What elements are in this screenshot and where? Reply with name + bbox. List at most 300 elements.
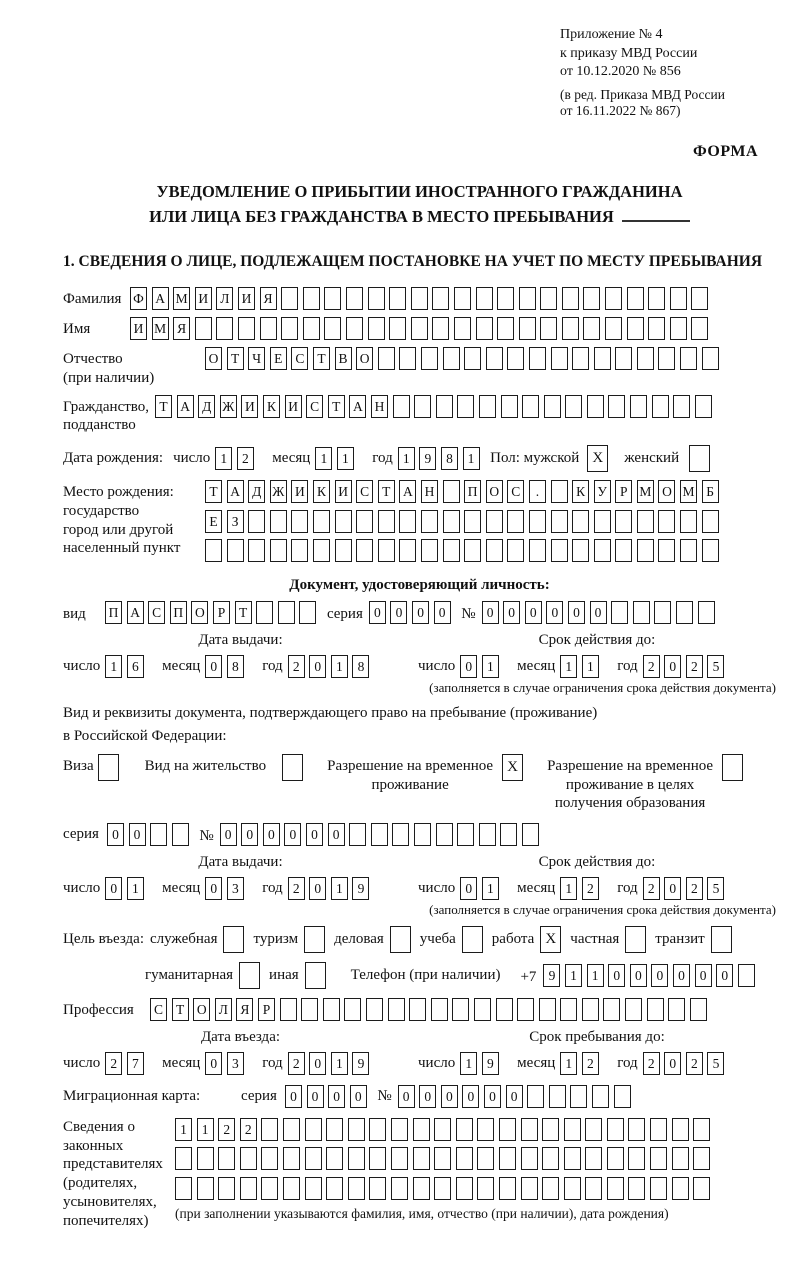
char-box[interactable]: 0 <box>263 823 280 846</box>
char-box[interactable] <box>443 539 460 562</box>
char-box[interactable] <box>648 287 665 310</box>
char-box[interactable]: 0 <box>460 877 477 900</box>
char-box[interactable] <box>507 539 524 562</box>
char-box[interactable]: Т <box>227 347 244 370</box>
char-box[interactable] <box>668 998 685 1021</box>
char-box[interactable] <box>299 601 316 624</box>
char-box[interactable]: 9 <box>352 877 369 900</box>
char-box[interactable] <box>283 1147 300 1170</box>
char-box[interactable] <box>409 998 426 1021</box>
char-box[interactable] <box>434 1177 451 1200</box>
char-box[interactable] <box>565 395 582 418</box>
char-box[interactable] <box>680 539 697 562</box>
char-box[interactable] <box>521 1177 538 1200</box>
char-box[interactable]: О <box>486 480 503 503</box>
char-box[interactable] <box>500 823 517 846</box>
char-box[interactable]: Ж <box>270 480 287 503</box>
char-box[interactable]: 1 <box>587 964 604 987</box>
char-box[interactable] <box>411 287 428 310</box>
char-box[interactable] <box>443 480 460 503</box>
char-box[interactable] <box>349 823 366 846</box>
purpose-other-checkbox[interactable] <box>305 962 326 989</box>
char-box[interactable] <box>529 510 546 533</box>
char-box[interactable] <box>270 539 287 562</box>
char-box[interactable]: 2 <box>237 447 254 470</box>
char-box[interactable] <box>431 998 448 1021</box>
char-box[interactable] <box>628 1147 645 1170</box>
char-box[interactable]: 0 <box>462 1085 479 1108</box>
char-box[interactable]: 0 <box>309 655 326 678</box>
char-box[interactable] <box>521 1147 538 1170</box>
char-box[interactable] <box>594 510 611 533</box>
char-box[interactable]: 1 <box>560 655 577 678</box>
char-box[interactable]: С <box>148 601 165 624</box>
char-box[interactable]: 0 <box>369 601 386 624</box>
char-box[interactable]: 2 <box>218 1118 235 1141</box>
char-box[interactable]: 0 <box>107 823 124 846</box>
char-box[interactable] <box>261 1147 278 1170</box>
char-box[interactable] <box>432 287 449 310</box>
char-box[interactable]: 7 <box>127 1052 144 1075</box>
char-box[interactable] <box>603 998 620 1021</box>
char-box[interactable] <box>238 317 255 340</box>
char-box[interactable] <box>195 317 212 340</box>
char-box[interactable]: Л <box>215 998 232 1021</box>
char-box[interactable]: М <box>173 287 190 310</box>
char-box[interactable]: А <box>177 395 194 418</box>
char-box[interactable]: 0 <box>328 823 345 846</box>
char-box[interactable]: 0 <box>419 1085 436 1108</box>
char-box[interactable] <box>356 539 373 562</box>
char-box[interactable] <box>522 823 539 846</box>
char-box[interactable] <box>197 1147 214 1170</box>
char-box[interactable] <box>464 510 481 533</box>
sex-male-checkbox[interactable]: X <box>587 445 608 472</box>
char-box[interactable]: 0 <box>590 601 607 624</box>
char-box[interactable] <box>615 539 632 562</box>
char-box[interactable] <box>540 287 557 310</box>
char-box[interactable]: 0 <box>309 1052 326 1075</box>
char-box[interactable]: Т <box>328 395 345 418</box>
char-box[interactable] <box>335 510 352 533</box>
char-box[interactable] <box>324 287 341 310</box>
char-box[interactable] <box>572 347 589 370</box>
char-box[interactable]: 0 <box>525 601 542 624</box>
char-box[interactable]: 0 <box>412 601 429 624</box>
char-box[interactable] <box>456 1118 473 1141</box>
char-box[interactable] <box>256 601 273 624</box>
char-box[interactable] <box>172 823 189 846</box>
char-box[interactable] <box>592 1085 609 1108</box>
char-box[interactable]: О <box>658 480 675 503</box>
char-box[interactable] <box>346 317 363 340</box>
char-box[interactable] <box>551 510 568 533</box>
char-box[interactable] <box>348 1177 365 1200</box>
char-box[interactable]: 0 <box>482 601 499 624</box>
char-box[interactable]: 1 <box>315 447 332 470</box>
char-box[interactable]: Ф <box>130 287 147 310</box>
char-box[interactable]: 0 <box>434 601 451 624</box>
char-box[interactable]: Е <box>205 510 222 533</box>
char-box[interactable]: С <box>306 395 323 418</box>
char-box[interactable]: 9 <box>352 1052 369 1075</box>
char-box[interactable]: 0 <box>608 964 625 987</box>
char-box[interactable]: 0 <box>241 823 258 846</box>
char-box[interactable]: Н <box>421 480 438 503</box>
char-box[interactable] <box>628 1177 645 1200</box>
char-box[interactable] <box>690 998 707 1021</box>
char-box[interactable] <box>738 964 755 987</box>
char-box[interactable] <box>291 510 308 533</box>
char-box[interactable]: С <box>291 347 308 370</box>
char-box[interactable]: Н <box>371 395 388 418</box>
purpose-transit-checkbox[interactable] <box>711 926 732 953</box>
char-box[interactable] <box>499 1177 516 1200</box>
char-box[interactable] <box>393 395 410 418</box>
char-box[interactable]: 1 <box>582 655 599 678</box>
char-box[interactable] <box>205 539 222 562</box>
char-box[interactable]: 0 <box>398 1085 415 1108</box>
char-box[interactable]: 9 <box>543 964 560 987</box>
char-box[interactable] <box>650 1177 667 1200</box>
char-box[interactable]: С <box>150 998 167 1021</box>
char-box[interactable] <box>248 539 265 562</box>
char-box[interactable]: 0 <box>205 655 222 678</box>
char-box[interactable] <box>551 347 568 370</box>
char-box[interactable] <box>628 1118 645 1141</box>
char-box[interactable]: 0 <box>390 601 407 624</box>
char-box[interactable] <box>301 998 318 1021</box>
char-box[interactable]: . <box>529 480 546 503</box>
char-box[interactable] <box>281 317 298 340</box>
char-box[interactable]: 2 <box>288 877 305 900</box>
residence-permit-checkbox[interactable] <box>282 754 303 781</box>
char-box[interactable]: 2 <box>686 655 703 678</box>
char-box[interactable] <box>476 287 493 310</box>
char-box[interactable] <box>280 998 297 1021</box>
char-box[interactable] <box>540 317 557 340</box>
char-box[interactable] <box>594 347 611 370</box>
char-box[interactable] <box>216 317 233 340</box>
char-box[interactable] <box>456 1147 473 1170</box>
char-box[interactable] <box>633 601 650 624</box>
char-box[interactable]: 0 <box>205 1052 222 1075</box>
char-box[interactable] <box>676 601 693 624</box>
char-box[interactable]: Р <box>213 601 230 624</box>
char-box[interactable] <box>421 510 438 533</box>
char-box[interactable]: 2 <box>643 877 660 900</box>
visa-checkbox[interactable] <box>98 754 119 781</box>
char-box[interactable]: 1 <box>331 655 348 678</box>
char-box[interactable] <box>670 317 687 340</box>
char-box[interactable] <box>479 395 496 418</box>
char-box[interactable]: И <box>335 480 352 503</box>
char-box[interactable] <box>278 601 295 624</box>
char-box[interactable] <box>551 539 568 562</box>
char-box[interactable] <box>369 1118 386 1141</box>
char-box[interactable] <box>464 347 481 370</box>
char-box[interactable] <box>346 287 363 310</box>
char-box[interactable] <box>572 539 589 562</box>
char-box[interactable] <box>650 1118 667 1141</box>
char-box[interactable] <box>476 317 493 340</box>
char-box[interactable] <box>652 395 669 418</box>
char-box[interactable] <box>413 1118 430 1141</box>
char-box[interactable] <box>562 317 579 340</box>
char-box[interactable] <box>544 395 561 418</box>
char-box[interactable]: 2 <box>643 655 660 678</box>
char-box[interactable] <box>175 1177 192 1200</box>
char-box[interactable] <box>260 317 277 340</box>
char-box[interactable] <box>630 395 647 418</box>
char-box[interactable] <box>564 1177 581 1200</box>
char-box[interactable] <box>507 347 524 370</box>
char-box[interactable] <box>378 539 395 562</box>
char-box[interactable]: Р <box>615 480 632 503</box>
char-box[interactable] <box>608 395 625 418</box>
char-box[interactable]: А <box>152 287 169 310</box>
char-box[interactable] <box>432 317 449 340</box>
char-box[interactable]: Я <box>173 317 190 340</box>
char-box[interactable]: К <box>263 395 280 418</box>
char-box[interactable]: 0 <box>284 823 301 846</box>
char-box[interactable] <box>670 287 687 310</box>
char-box[interactable] <box>477 1118 494 1141</box>
purpose-official-checkbox[interactable] <box>223 926 244 953</box>
char-box[interactable] <box>570 1085 587 1108</box>
char-box[interactable] <box>658 539 675 562</box>
char-box[interactable] <box>261 1118 278 1141</box>
char-box[interactable]: 2 <box>686 1052 703 1075</box>
char-box[interactable]: П <box>105 601 122 624</box>
char-box[interactable] <box>369 1147 386 1170</box>
char-box[interactable]: 3 <box>227 1052 244 1075</box>
char-box[interactable] <box>175 1147 192 1170</box>
char-box[interactable] <box>227 539 244 562</box>
char-box[interactable]: М <box>637 480 654 503</box>
char-box[interactable]: 1 <box>215 447 232 470</box>
char-box[interactable]: 8 <box>352 655 369 678</box>
char-box[interactable] <box>486 347 503 370</box>
char-box[interactable] <box>695 395 712 418</box>
char-box[interactable] <box>464 539 481 562</box>
char-box[interactable] <box>637 539 654 562</box>
char-box[interactable]: И <box>291 480 308 503</box>
char-box[interactable]: А <box>227 480 244 503</box>
char-box[interactable] <box>356 510 373 533</box>
char-box[interactable] <box>421 539 438 562</box>
char-box[interactable]: О <box>193 998 210 1021</box>
char-box[interactable] <box>303 317 320 340</box>
char-box[interactable]: Д <box>248 480 265 503</box>
char-box[interactable] <box>388 998 405 1021</box>
char-box[interactable]: 0 <box>220 823 237 846</box>
char-box[interactable] <box>281 287 298 310</box>
char-box[interactable] <box>529 539 546 562</box>
char-box[interactable] <box>585 1177 602 1200</box>
char-box[interactable] <box>691 287 708 310</box>
char-box[interactable] <box>702 510 719 533</box>
char-box[interactable]: 0 <box>546 601 563 624</box>
char-box[interactable] <box>607 1177 624 1200</box>
char-box[interactable] <box>477 1177 494 1200</box>
char-box[interactable] <box>499 1147 516 1170</box>
char-box[interactable]: 0 <box>328 1085 345 1108</box>
char-box[interactable] <box>605 317 622 340</box>
char-box[interactable]: О <box>356 347 373 370</box>
char-box[interactable]: 1 <box>560 1052 577 1075</box>
char-box[interactable] <box>378 347 395 370</box>
char-box[interactable]: 1 <box>331 1052 348 1075</box>
char-box[interactable]: 0 <box>664 1052 681 1075</box>
sex-female-checkbox[interactable] <box>689 445 710 472</box>
char-box[interactable] <box>291 539 308 562</box>
char-box[interactable] <box>542 1147 559 1170</box>
char-box[interactable] <box>614 1085 631 1108</box>
char-box[interactable]: С <box>507 480 524 503</box>
char-box[interactable] <box>305 1118 322 1141</box>
char-box[interactable] <box>218 1177 235 1200</box>
char-box[interactable] <box>421 347 438 370</box>
char-box[interactable]: З <box>227 510 244 533</box>
char-box[interactable] <box>501 395 518 418</box>
char-box[interactable]: 0 <box>664 655 681 678</box>
char-box[interactable] <box>486 510 503 533</box>
char-box[interactable] <box>627 287 644 310</box>
char-box[interactable]: 0 <box>309 877 326 900</box>
char-box[interactable]: 3 <box>227 877 244 900</box>
char-box[interactable] <box>702 347 719 370</box>
char-box[interactable] <box>499 1118 516 1141</box>
char-box[interactable] <box>399 510 416 533</box>
char-box[interactable]: 0 <box>484 1085 501 1108</box>
char-box[interactable] <box>436 395 453 418</box>
char-box[interactable]: И <box>241 395 258 418</box>
char-box[interactable]: 0 <box>630 964 647 987</box>
char-box[interactable] <box>648 317 665 340</box>
char-box[interactable]: П <box>170 601 187 624</box>
char-box[interactable] <box>585 1147 602 1170</box>
char-box[interactable]: 2 <box>288 1052 305 1075</box>
char-box[interactable]: 2 <box>288 655 305 678</box>
char-box[interactable] <box>517 998 534 1021</box>
char-box[interactable] <box>197 1177 214 1200</box>
char-box[interactable] <box>654 601 671 624</box>
char-box[interactable]: Р <box>258 998 275 1021</box>
char-box[interactable]: 1 <box>197 1118 214 1141</box>
char-box[interactable] <box>658 510 675 533</box>
char-box[interactable] <box>413 1177 430 1200</box>
temp-residence-education-checkbox[interactable] <box>722 754 743 781</box>
char-box[interactable] <box>368 317 385 340</box>
char-box[interactable] <box>582 998 599 1021</box>
char-box[interactable]: 0 <box>441 1085 458 1108</box>
char-box[interactable] <box>673 395 690 418</box>
char-box[interactable] <box>313 510 330 533</box>
char-box[interactable] <box>615 510 632 533</box>
char-box[interactable]: 0 <box>285 1085 302 1108</box>
char-box[interactable] <box>527 1085 544 1108</box>
char-box[interactable]: 1 <box>565 964 582 987</box>
char-box[interactable]: С <box>356 480 373 503</box>
char-box[interactable] <box>698 601 715 624</box>
char-box[interactable] <box>519 317 536 340</box>
char-box[interactable]: 9 <box>419 447 436 470</box>
purpose-work-checkbox[interactable]: X <box>540 926 561 953</box>
char-box[interactable]: 5 <box>707 877 724 900</box>
purpose-study-checkbox[interactable] <box>462 926 483 953</box>
char-box[interactable] <box>615 347 632 370</box>
char-box[interactable] <box>693 1118 710 1141</box>
char-box[interactable]: 1 <box>331 877 348 900</box>
char-box[interactable] <box>519 287 536 310</box>
char-box[interactable] <box>399 347 416 370</box>
char-box[interactable]: И <box>130 317 147 340</box>
char-box[interactable] <box>583 317 600 340</box>
char-box[interactable] <box>539 998 556 1021</box>
char-box[interactable]: Т <box>172 998 189 1021</box>
char-box[interactable] <box>348 1147 365 1170</box>
char-box[interactable]: 2 <box>105 1052 122 1075</box>
char-box[interactable]: И <box>238 287 255 310</box>
char-box[interactable] <box>637 347 654 370</box>
char-box[interactable] <box>326 1118 343 1141</box>
char-box[interactable] <box>587 395 604 418</box>
char-box[interactable] <box>672 1118 689 1141</box>
char-box[interactable] <box>303 287 320 310</box>
char-box[interactable] <box>585 1118 602 1141</box>
char-box[interactable] <box>637 510 654 533</box>
char-box[interactable] <box>261 1177 278 1200</box>
char-box[interactable] <box>522 395 539 418</box>
char-box[interactable] <box>564 1118 581 1141</box>
char-box[interactable]: 0 <box>105 877 122 900</box>
char-box[interactable]: Т <box>155 395 172 418</box>
purpose-humanitarian-checkbox[interactable] <box>239 962 260 989</box>
char-box[interactable]: У <box>594 480 611 503</box>
char-box[interactable] <box>691 317 708 340</box>
char-box[interactable]: 0 <box>506 1085 523 1108</box>
char-box[interactable] <box>335 539 352 562</box>
char-box[interactable] <box>240 1147 257 1170</box>
char-box[interactable]: А <box>127 601 144 624</box>
char-box[interactable]: 0 <box>307 1085 324 1108</box>
char-box[interactable] <box>369 1177 386 1200</box>
char-box[interactable]: И <box>195 287 212 310</box>
char-box[interactable] <box>650 1147 667 1170</box>
char-box[interactable] <box>562 287 579 310</box>
char-box[interactable] <box>348 1118 365 1141</box>
char-box[interactable]: 2 <box>643 1052 660 1075</box>
char-box[interactable] <box>389 287 406 310</box>
char-box[interactable]: Д <box>198 395 215 418</box>
char-box[interactable] <box>434 1118 451 1141</box>
char-box[interactable]: М <box>680 480 697 503</box>
char-box[interactable] <box>413 1147 430 1170</box>
char-box[interactable]: 8 <box>227 655 244 678</box>
char-box[interactable]: Т <box>205 480 222 503</box>
char-box[interactable]: Е <box>270 347 287 370</box>
char-box[interactable]: Я <box>236 998 253 1021</box>
char-box[interactable] <box>411 317 428 340</box>
char-box[interactable]: 0 <box>306 823 323 846</box>
char-box[interactable]: Б <box>702 480 719 503</box>
char-box[interactable]: 1 <box>482 877 499 900</box>
char-box[interactable]: 0 <box>695 964 712 987</box>
char-box[interactable] <box>529 347 546 370</box>
char-box[interactable]: 1 <box>463 447 480 470</box>
char-box[interactable]: 1 <box>460 1052 477 1075</box>
